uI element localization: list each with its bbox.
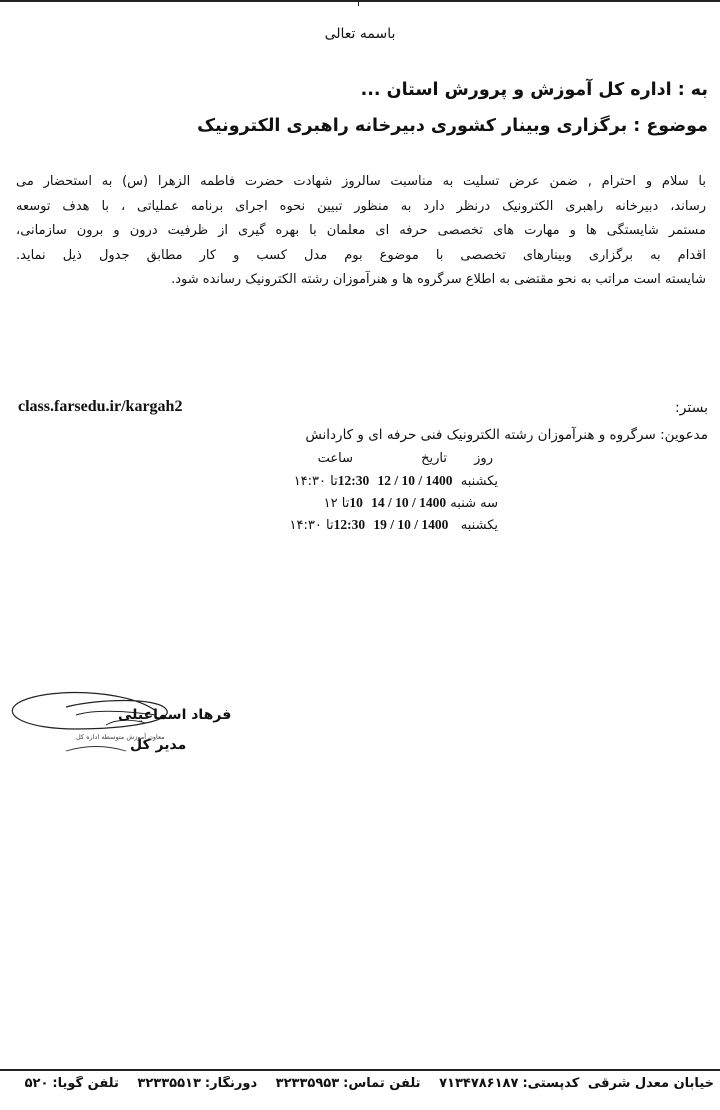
recipient-line: به : اداره کل آموزش و پرورش استان ... [360, 80, 708, 100]
signature-stamp-text: معاون آموزش متوسطه اداره کل [76, 733, 165, 741]
schedule-header-date: تاریخ [421, 451, 447, 466]
footer-contact [0, 1076, 714, 1091]
schedule-row [238, 517, 498, 537]
footer-divider [0, 1069, 720, 1071]
schedule-date: 1400 / 10 / 12 [377, 473, 453, 488]
top-border [0, 0, 720, 2]
footer-ivr: ۵۲۰ [24, 1076, 49, 1091]
signature-scribble [6, 685, 246, 775]
footer-postal-label: کدپستی: [522, 1076, 580, 1091]
schedule-day: سه شنبه [450, 496, 498, 511]
footer-fax-label: دورنگار: [204, 1076, 258, 1091]
schedule-day: یکشنبه [460, 518, 498, 533]
schedule-header-day: روز [474, 451, 493, 466]
body-line: مستمر شایستگی ها و مهارت های تخصصی حرفه ای معلمان با بهره گیری از ظرفیت درون و برون سازمانی، [16, 223, 706, 238]
schedule-header [300, 451, 495, 471]
bismillah-heading: باسمه تعالی [324, 26, 396, 42]
top-center-tick [358, 0, 359, 6]
schedule-date: 1400 / 10 / 19 [373, 517, 449, 532]
signatory-title: مدیر کل [130, 737, 187, 753]
footer-fax: ۳۲۳۳۵۵۱۳ [137, 1076, 201, 1091]
schedule-time-from: 12:30 [337, 473, 370, 488]
invitees-line: مدعوین: سرگروه و هنرآموزان رشته الکترونیک فنی حرفه ای و کاردانش [305, 427, 708, 443]
schedule-time-to: تا ۱۲ [323, 496, 350, 511]
footer-address: خیابان معدل شرقی [587, 1076, 714, 1091]
schedule-time-to: تا ۱۴:۳۰ [289, 518, 334, 533]
signatory-name: فرهاد اسماعیلی [118, 707, 232, 723]
schedule-time-from: 10 [349, 495, 363, 510]
letter-body [16, 170, 706, 293]
platform-url: class.farsedu.ir/kargah2 [18, 398, 183, 415]
schedule-time-to: تا ۱۴:۳۰ [293, 474, 338, 489]
schedule-row [238, 473, 498, 493]
platform-label: بستر: [674, 400, 708, 416]
schedule-date: 1400 / 10 / 14 [371, 495, 447, 510]
body-line: اقدام به برگزاری وبینارهای تخصصی با موضوع بوم مدل کسب و کار مطابق جدول ذیل نماید. [16, 247, 706, 263]
footer-phone-label: تلفن تماس: [343, 1076, 421, 1091]
schedule-day: یکشنبه [460, 474, 498, 489]
signature-block [6, 685, 246, 775]
body-line: رساند، دبیرخانه راهبری الکترونیک درنظر دارد به منظور تبیین نحوه اجرای برنامه عملیاتی ، با هدف توسعه [16, 198, 706, 214]
schedule-time-from: 12:30 [333, 517, 366, 532]
footer-postal-code: ۷۱۳۴۷۸۶۱۸۷ [439, 1076, 519, 1091]
footer-phone: ۳۲۳۳۵۹۵۳ [275, 1076, 340, 1091]
subject-line: موضوع : برگزاری وبینار کشوری دبیرخانه راهبری الکترونیک [197, 116, 708, 136]
body-line: شایسته است مراتب به نحو مقتضی به اطلاع سرگروه ها و هنرآموزان رشته الکترونیک رسانده شود. [171, 272, 706, 287]
schedule-row [238, 495, 498, 515]
footer-ivr-label: تلفن گویا: [52, 1076, 119, 1091]
schedule-header-time: ساعت [317, 451, 353, 466]
body-line: با سلام و احترام , ضمن عرض تسلیت به مناسبت سالروز شهادت حضرت فاطمه الزهرا (س) به استحضار می [16, 174, 706, 189]
